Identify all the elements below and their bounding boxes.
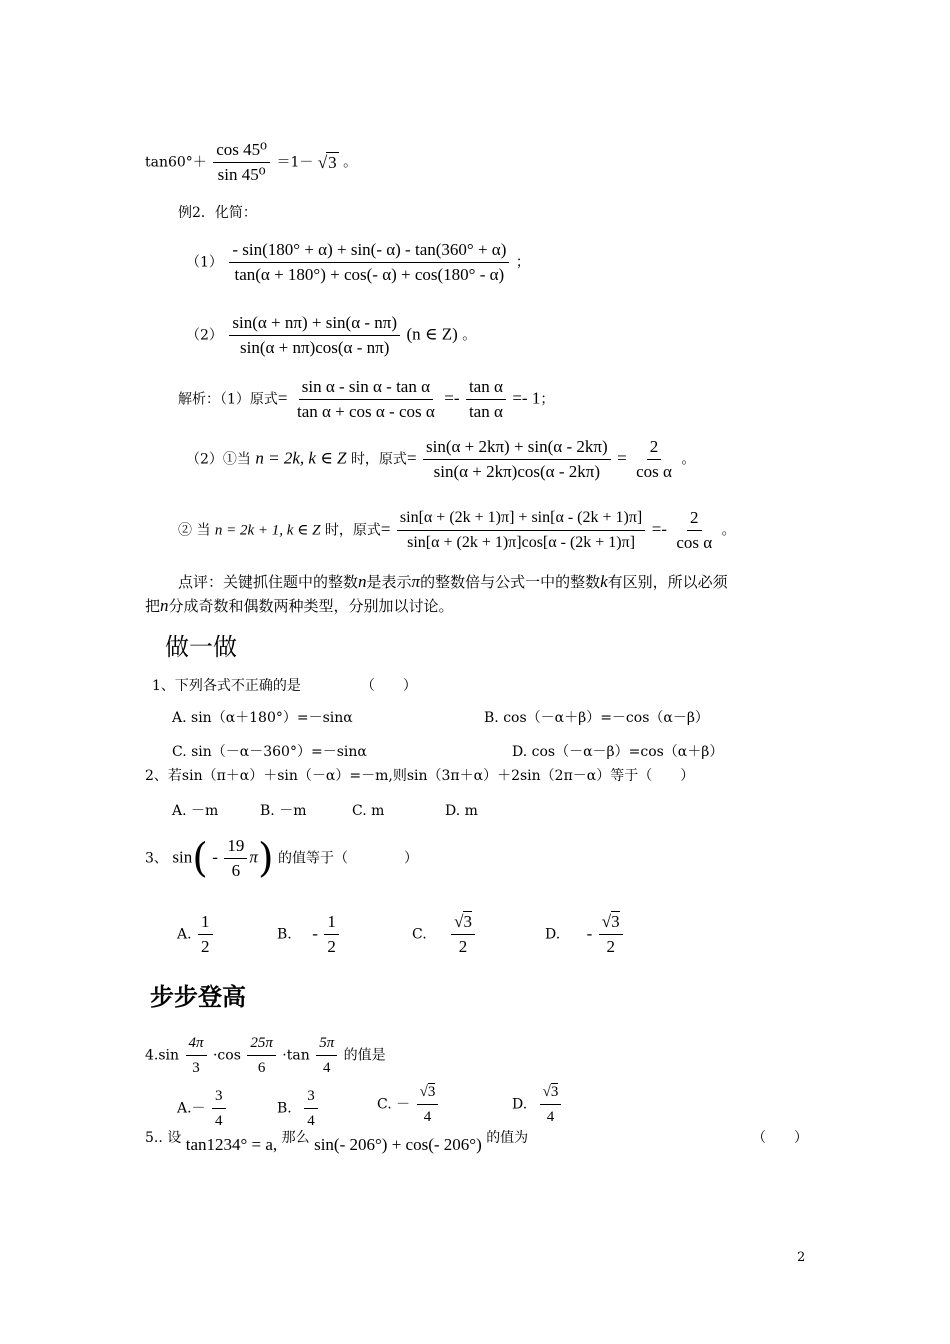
denominator: sin(α + nπ)cos(α - nπ) (240, 338, 390, 357)
sqrt: √3 (317, 152, 337, 172)
text: ·cos (212, 1047, 241, 1064)
denominator: tan α + cos α - cos α (296, 402, 435, 421)
text: =- (444, 388, 460, 408)
label: A. (177, 926, 192, 943)
sign: - (586, 923, 593, 943)
condition: (n ∈ Z) (406, 324, 458, 344)
var: n (358, 572, 367, 591)
p1-option-a: A. sin（α＋180°）=－sinα (172, 710, 353, 726)
text: 。 (721, 522, 736, 539)
p3-option-c (412, 912, 477, 957)
text: 。 (343, 154, 358, 171)
comment-line-1 (178, 572, 728, 592)
fraction (186, 1033, 207, 1078)
text: tan60°＋ (145, 154, 207, 171)
text: 是表示 (366, 573, 412, 591)
p2-option-b: B. －m (260, 803, 307, 819)
radicand: 3 (611, 912, 620, 931)
denominator: cos α (676, 533, 713, 552)
radicand: 3 (550, 1084, 559, 1100)
text: 时，原式 (324, 522, 381, 539)
sign: - (212, 847, 218, 867)
fraction (599, 912, 623, 957)
denominator: sin 45⁰ (217, 165, 266, 184)
label: D. (545, 926, 561, 943)
p1-option-b: B. cos（－α＋β）=－cos（α－β） (484, 710, 709, 726)
denominator: cos α (636, 462, 672, 481)
numerator: cos 45⁰ (213, 140, 270, 163)
example-2-title: 例2．化简： (178, 205, 257, 221)
p3-option-a (177, 912, 215, 957)
denominator: 3 (192, 1060, 200, 1076)
denominator: 2 (327, 937, 336, 956)
label: （1） (186, 254, 223, 271)
numerator: 19 (224, 836, 247, 859)
radicand: 3 (463, 912, 472, 931)
fraction (397, 508, 645, 553)
fraction (212, 1086, 226, 1131)
text: 3、 (145, 850, 168, 867)
var: k (600, 572, 608, 591)
text: 。 (462, 327, 477, 344)
p2-option-a: A. －m (172, 803, 219, 819)
fraction (213, 140, 270, 185)
radicand: 3 (427, 1084, 436, 1100)
problem-5 (145, 1128, 528, 1155)
numerator: √3 (417, 1082, 439, 1105)
p5-answer-blank: （ ） (752, 1130, 808, 1146)
page-number: 2 (797, 1250, 806, 1265)
denominator: 2 (606, 937, 615, 956)
var: π (411, 572, 421, 591)
fraction (540, 1082, 562, 1127)
text: = (617, 448, 627, 468)
numerator: 2 (687, 508, 702, 531)
fraction (324, 912, 339, 957)
answer-blank: （ ） (360, 678, 417, 694)
fraction (229, 240, 509, 285)
denominator: 4 (322, 1060, 331, 1076)
numerator: √3 (540, 1082, 562, 1105)
numerator: 3 (304, 1086, 318, 1109)
numerator: 25π (247, 1033, 276, 1056)
fraction (633, 437, 675, 482)
numerator: tan α (466, 377, 506, 400)
numerator: 1 (324, 912, 339, 935)
problem-1 (152, 676, 417, 696)
denominator: 6 (231, 861, 241, 880)
label: C. － (377, 1096, 411, 1113)
p1-option-c: C. sin（－α－360°）=－sinα (172, 744, 367, 760)
p2-option-d: D. m (445, 803, 478, 819)
p4-option-d (512, 1082, 563, 1127)
numerator: 2 (647, 437, 662, 460)
numerator: 1 (198, 912, 213, 935)
numerator: sin(α + nπ) + sin(α - nπ) (229, 313, 400, 336)
p2-option-c: C. m (352, 803, 385, 819)
text: 有区别，所以必须 (607, 573, 728, 591)
p4-option-a (177, 1086, 228, 1131)
var: π (249, 847, 258, 867)
numerator: √3 (599, 912, 623, 935)
label: （2）①当 (186, 451, 251, 468)
denominator: 4 (546, 1109, 555, 1125)
p3-option-d (545, 912, 625, 957)
text: 时，原式 (350, 451, 407, 468)
sign: - (312, 923, 318, 943)
text: 的值为 (486, 1130, 529, 1146)
label: B. (277, 926, 292, 943)
numerator: 4π (186, 1033, 207, 1056)
label: D. (512, 1096, 528, 1113)
fraction (316, 1033, 337, 1078)
section-heading-advance: 步步登高 (150, 982, 246, 1011)
radicand: 3 (328, 152, 337, 172)
example-2-q1 (186, 240, 530, 285)
p4-option-b (277, 1086, 320, 1131)
numerator: 5π (316, 1033, 337, 1056)
text: = (380, 519, 391, 539)
denominator: 2 (201, 937, 210, 956)
text: =- (651, 519, 667, 539)
denominator: 2 (458, 937, 468, 956)
label: ② 当 (178, 522, 211, 539)
text: 的整数倍与公式一中的整数 (420, 573, 601, 591)
fraction (229, 313, 400, 358)
fraction (198, 912, 213, 957)
function: sin (172, 847, 193, 867)
solution-2 (186, 437, 695, 482)
numerator: √3 (451, 912, 475, 935)
text: 1、下列各式不正确的是 (152, 678, 301, 694)
p3-option-b (277, 912, 341, 957)
p1-option-d: D. cos（－α－β）=cos（α＋β） (512, 744, 724, 760)
label: C. (412, 926, 427, 943)
condition: n = 2k + 1, k ∈ Z (214, 522, 321, 539)
denominator: sin[α + (2k + 1)π]cos[α - (2k + 1)π] (407, 534, 636, 551)
fraction (466, 377, 506, 422)
text: =- 1 (512, 388, 541, 408)
numerator: 3 (212, 1086, 226, 1109)
fraction (294, 377, 438, 422)
text: = (277, 388, 288, 408)
text: 分成奇数和偶数两种类型，分别加以讨论。 (168, 597, 454, 615)
denominator: tan(α + 180°) + cos(- α) + cos(180° - α) (234, 265, 505, 284)
section-heading-practice: 做一做 (165, 633, 237, 661)
text: 5.. 设 (145, 1130, 182, 1146)
fraction (224, 836, 247, 881)
text: 4.sin (145, 1047, 180, 1064)
comment-line-2 (145, 596, 454, 616)
fraction (673, 508, 715, 553)
numerator: - sin(180° + α) + sin(- α) - tan(360° + α) (229, 240, 509, 263)
label: A.－ (177, 1100, 206, 1117)
denominator: tan α (468, 402, 503, 421)
denominator: 4 (423, 1109, 432, 1125)
expression: sin(- 206°) + cos(- 206°) (314, 1135, 482, 1154)
solution-1 (178, 377, 554, 422)
fraction (417, 1082, 439, 1127)
intro-formula (145, 140, 357, 185)
denominator: 4 (307, 1113, 315, 1129)
text: ＝1－ (276, 154, 314, 171)
numerator: sin α - sin α - tan α (299, 377, 433, 400)
denominator: 6 (257, 1060, 266, 1076)
condition: n = 2k, k ∈ Z (255, 448, 347, 468)
label: （2） (186, 327, 223, 344)
text: 把 (145, 597, 161, 615)
fraction (304, 1086, 318, 1131)
example-2-q2 (186, 313, 476, 358)
problem-2: 2、若sin（π＋α）＋sin（－α）=－m,则sin（3π＋α）＋2sin（2π－α）等于（ ） (145, 768, 695, 784)
denominator: sin(α + 2kπ)cos(α - 2kπ) (433, 462, 600, 481)
var: n (160, 596, 169, 615)
text: = (406, 448, 417, 468)
text: 的值是 (343, 1047, 386, 1064)
paren-close: ) (257, 835, 274, 882)
label: 解析：（1）原式 (178, 391, 278, 408)
numerator: sin[α + (2k + 1)π] + sin[α - (2k + 1)π] (397, 508, 645, 531)
text: 点评：关键抓住题中的整数 (178, 573, 359, 591)
text: 。 (681, 451, 696, 468)
text: ； (515, 254, 530, 271)
fraction (423, 437, 611, 482)
paren-open: ( (192, 835, 208, 882)
numerator: sin(α + 2kπ) + sin(α - 2kπ) (423, 437, 611, 460)
label: B. (277, 1100, 292, 1117)
text: ·tan (282, 1047, 310, 1064)
text: ； (540, 391, 555, 408)
text: 那么 (281, 1130, 310, 1146)
problem-3 (145, 836, 418, 881)
given: tan1234° = a, (185, 1135, 278, 1154)
problem-4 (145, 1033, 386, 1078)
text: 的值等于（ ） (278, 850, 418, 867)
solution-3 (178, 508, 736, 553)
denominator: 4 (215, 1113, 223, 1129)
fraction (247, 1033, 276, 1078)
p4-option-c (377, 1082, 440, 1127)
fraction (451, 912, 475, 957)
